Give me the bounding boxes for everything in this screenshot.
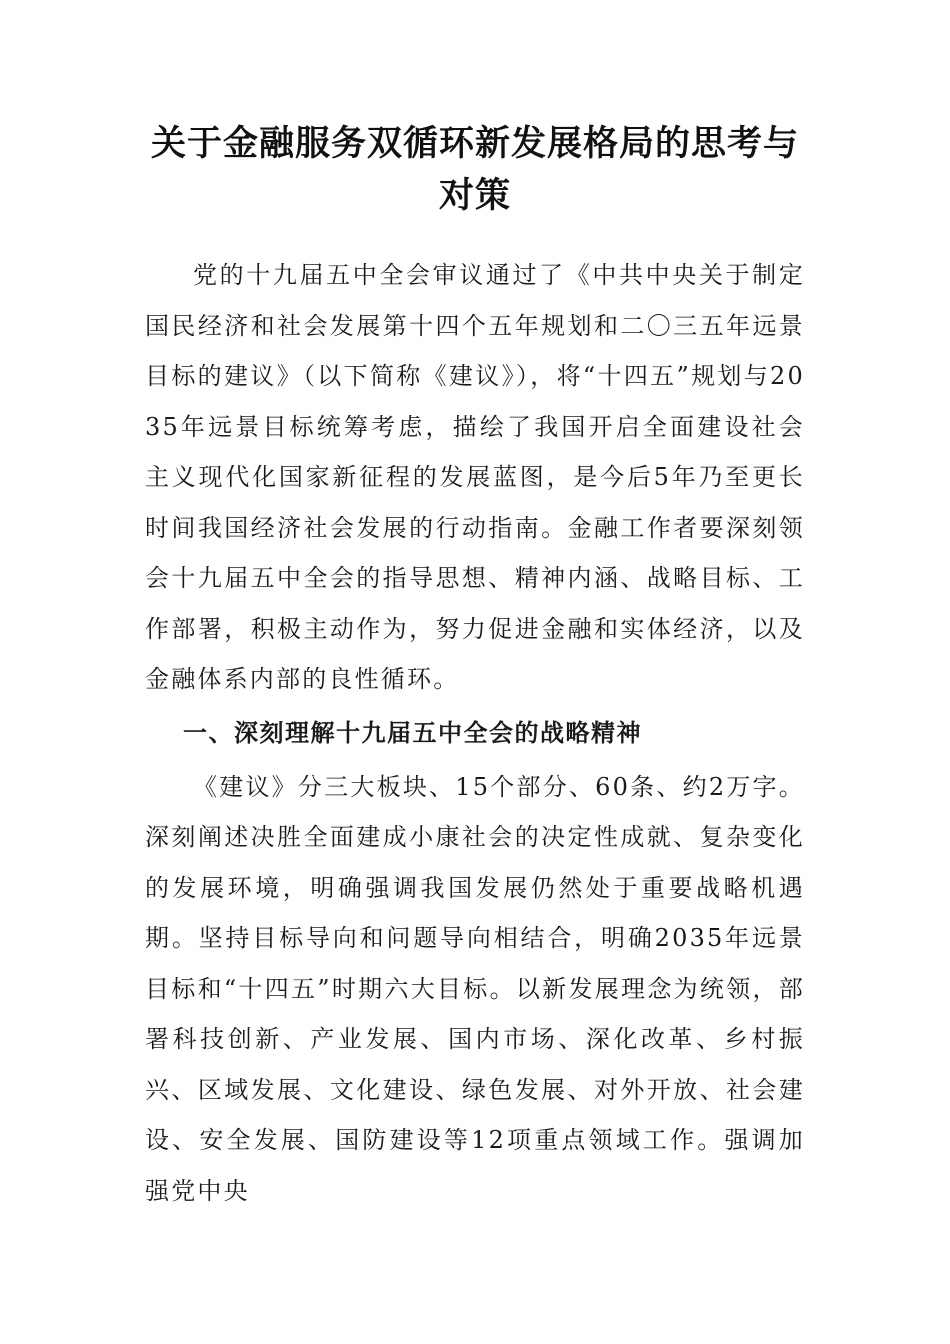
document-title: [145, 118, 805, 222]
section-heading-1: 一、深刻理解十九届五中全会的战略精神: [183, 717, 642, 747]
title-line-1: 关于金融服务双循环新发展格局的思考与: [150, 123, 799, 164]
document-page: [145, 118, 805, 1216]
title-line-2: 对策: [438, 175, 511, 216]
section-1-paragraph: 《建议》分三大板块、15个部分、60条、约2万字。深刻阐述决胜全面建成小康社会的决定性成就、复杂变化的发展环境，明确强调我国发展仍然处于重要战略机遇期。坚持目标导向和问题导向相结合，明确2035年远景目标和“十四五”时期六大目标。以新发展理念为统领，部署科技创新、产业发展、国内市场、深化改革、乡村振兴、区域发展、文化建设、绿色发展、对外开放、社会建设、安全发展、国防建设等12项重点领域工作。强调加强党中央: [145, 772, 805, 1205]
intro-paragraph: 党的十九届五中全会审议通过了《中共中央关于制定国民经济和社会发展第十四个五年规划和二〇三五年远景目标的建议》（以下简称《建议》），将“十四五”规划与2035年远景目标统筹考虑，描绘了我国开启全面建设社会主义现代化国家新征程的发展蓝图，是今后5年乃至更长时间我国经济社会发展的行动指南。金融工作者要深刻领会十九届五中全会的指导思想、精神内涵、战略目标、工作部署，积极主动作为，努力促进金融和实体经济，以及金融体系内部的良性循环。: [145, 261, 805, 693]
